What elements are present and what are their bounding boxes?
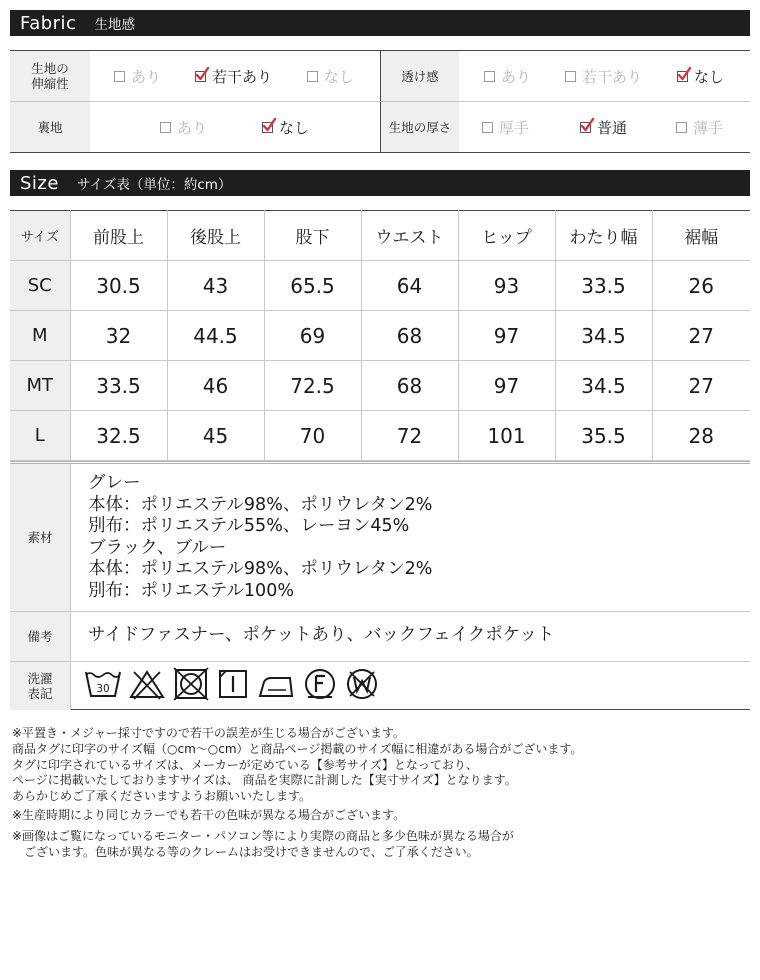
fabric-row-2: [10, 102, 750, 152]
table-cell: 32: [70, 311, 167, 361]
table-cell: 45: [167, 411, 264, 461]
checkbox-icon: [262, 122, 273, 133]
info-table: [10, 461, 750, 710]
size-name-cell: L: [10, 411, 70, 461]
column-header: サイズ: [10, 211, 70, 261]
remarks-row: [10, 612, 750, 662]
table-cell: 27: [652, 311, 750, 361]
note-line: タグに印字されているサイズは、メーカーが定めている【参考サイズ】となっており、: [12, 757, 478, 772]
material-line: ブラック、ブルー: [88, 537, 227, 558]
stretch-option: あり: [114, 51, 161, 101]
table-cell: 27: [652, 361, 750, 411]
size-table-header-row: [10, 211, 750, 261]
line-dry-icon: [216, 666, 250, 702]
column-header: ウエスト: [361, 211, 458, 261]
checkbox-icon: [677, 71, 688, 82]
size-header-bar: [10, 170, 750, 196]
table-cell: 72.5: [264, 361, 361, 411]
table-cell: 65.5: [264, 261, 361, 311]
fabric-header-title: Fabric: [20, 12, 77, 34]
notes: [12, 726, 582, 860]
table-cell: 68: [361, 361, 458, 411]
thickness-option: 普通: [580, 102, 627, 152]
care-symbols: [84, 666, 380, 702]
column-header: ヒップ: [458, 211, 555, 261]
checkbox-icon: [160, 122, 171, 133]
table-row: [10, 311, 750, 361]
sheer-option: あり: [484, 51, 531, 101]
table-cell: 69: [264, 311, 361, 361]
size-name-cell: SC: [10, 261, 70, 311]
care-label: 洗濯 表記: [10, 662, 71, 710]
table-cell: 70: [264, 411, 361, 461]
table-cell: 30.5: [70, 261, 167, 311]
table-cell: 68: [361, 311, 458, 361]
checkbox-icon: [484, 71, 495, 82]
note-line: 商品タグに印字のサイズ幅（○cm～○cm）と商品ページ掲載のサイズ幅に相違がある場合がございます。: [12, 741, 583, 756]
svg-text:30: 30: [96, 683, 110, 695]
dry-clean-f-icon: [302, 666, 338, 702]
checkbox-icon: [114, 71, 125, 82]
size-table: [10, 210, 750, 461]
column-header: わたり幅: [555, 211, 652, 261]
fabric-row-1: [10, 51, 750, 101]
stretch-option: 若干あり: [195, 51, 272, 101]
table-cell: 43: [167, 261, 264, 311]
checkbox-icon: [307, 71, 318, 82]
material-content: [88, 473, 432, 602]
fabric-header-subtitle: 生地感: [94, 17, 135, 33]
material-line: 別布：ポリエステル55%、レーヨン45%: [88, 516, 410, 536]
remarks-label: 備考: [10, 612, 71, 661]
table-cell: 93: [458, 261, 555, 311]
checkbox-icon: [580, 122, 591, 133]
note-line: ※生産時期により同じカラーでも若干の色味が異なる場合がございます。: [12, 807, 406, 822]
no-wet-clean-icon: [344, 666, 380, 702]
column-header: 前股上: [70, 211, 167, 261]
material-line: 別布：ポリエステル100%: [88, 580, 294, 601]
size-name-cell: MT: [10, 361, 70, 411]
table-cell: 44.5: [167, 311, 264, 361]
note-line: ございます。色味が異なる等のクレームはお受けできませんので、ご了承ください。: [12, 844, 479, 859]
fabric-table: [10, 50, 750, 153]
no-bleach-icon: [128, 666, 166, 702]
sheer-option: 若干あり: [565, 51, 642, 101]
table-cell: 33.5: [555, 261, 652, 311]
table-cell: 33.5: [70, 361, 167, 411]
table-row: [10, 261, 750, 311]
table-cell: 101: [458, 411, 555, 461]
table-cell: 28: [652, 411, 750, 461]
table-cell: 32.5: [70, 411, 167, 461]
low-iron-icon: [256, 666, 296, 702]
column-header: 後股上: [167, 211, 264, 261]
checkbox-icon: [482, 122, 493, 133]
lining-option: あり: [160, 102, 207, 152]
table-cell: 26: [652, 261, 750, 311]
checkbox-icon: [676, 122, 687, 133]
checkbox-icon: [195, 71, 206, 82]
size-header-title: Size: [20, 172, 59, 194]
note-line: ※平置き・メジャー採寸ですので若干の誤差が生じる場合がございます。: [12, 726, 405, 740]
table-cell: 97: [458, 311, 555, 361]
table-cell: 97: [458, 361, 555, 411]
no-tumble-dry-icon: [172, 666, 210, 702]
size-header-subtitle: サイズ表（単位：約cm）: [76, 177, 232, 193]
note-line: ページに掲載いたしておりますサイズは、 商品を実際に計測した【実寸サイズ】となります。: [12, 773, 517, 788]
care-row: [10, 662, 750, 710]
sheer-label: 透け感: [381, 51, 459, 101]
thickness-option: 厚手: [482, 102, 529, 152]
thickness-option: 薄手: [676, 102, 723, 152]
fabric-header-bar: [10, 10, 750, 36]
material-label: 素材: [10, 464, 71, 611]
lining-label: 裏地: [10, 102, 90, 152]
note-line: ※画像はご覧になっているモニター・パソコン等により実際の商品と多少色味が異なる場合が: [12, 828, 514, 843]
checkbox-icon: [565, 71, 576, 82]
table-cell: 46: [167, 361, 264, 411]
material-row: [10, 464, 750, 612]
thickness-label: 生地の厚さ: [381, 102, 459, 152]
table-cell: 64: [361, 261, 458, 311]
material-line: グレー: [88, 473, 141, 493]
stretch-option: なし: [307, 51, 354, 101]
sheer-option: なし: [677, 51, 724, 101]
size-name-cell: M: [10, 311, 70, 361]
material-line: 本体：ポリエステル98%、ポリウレタン2%: [88, 559, 433, 579]
table-row: [10, 361, 750, 411]
material-line: 本体：ポリエステル98%、ポリウレタン2%: [88, 494, 433, 515]
wash-30-icon: [84, 666, 122, 702]
lining-option: なし: [262, 102, 309, 152]
table-cell: 72: [361, 411, 458, 461]
note-line: あらかじめご了承くださいますようお願いいたします。: [12, 789, 312, 804]
remarks-text: サイドファスナー、ポケットあり、バックフェイクポケット: [88, 625, 555, 645]
table-cell: 34.5: [555, 311, 652, 361]
stretch-label: 生地の 伸縮性: [10, 51, 90, 101]
table-cell: 34.5: [555, 361, 652, 411]
table-row: [10, 411, 750, 461]
table-cell: 35.5: [555, 411, 652, 461]
column-header: 股下: [264, 211, 361, 261]
column-header: 裾幅: [652, 211, 750, 261]
